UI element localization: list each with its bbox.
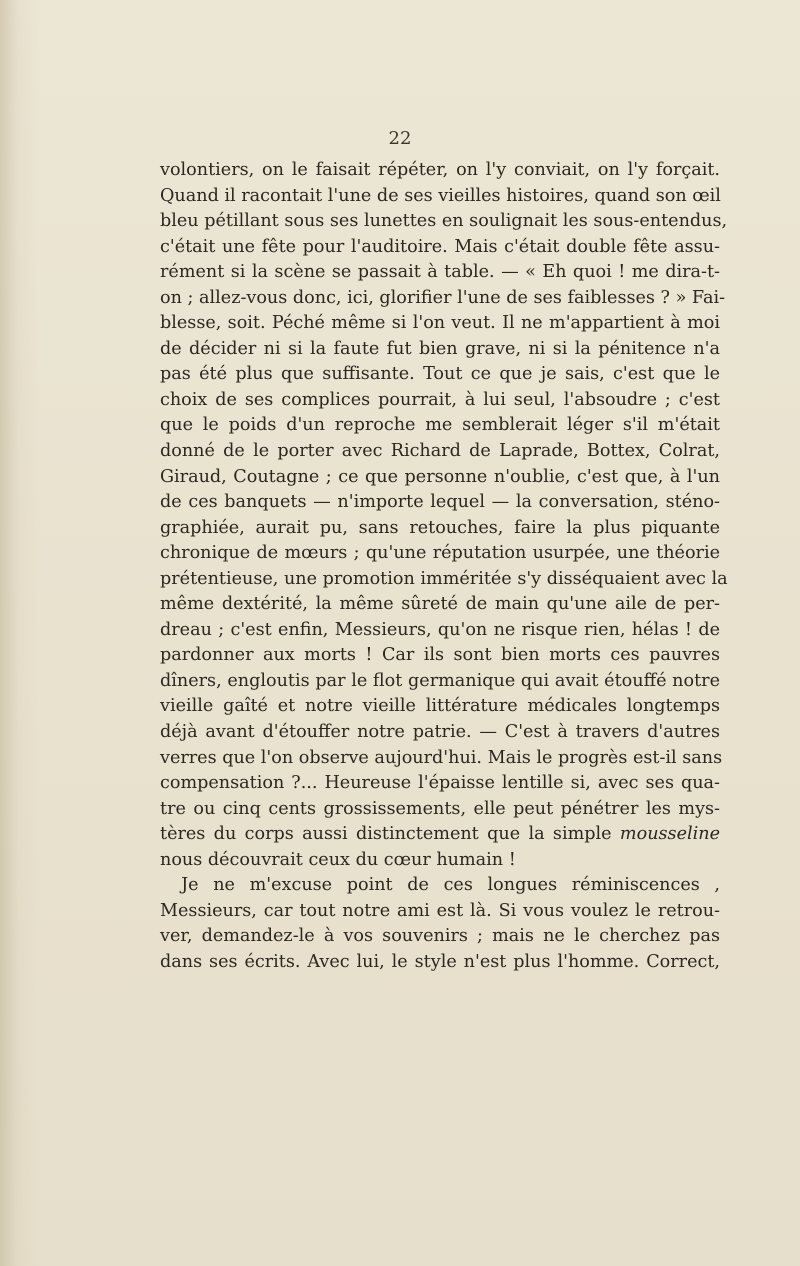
text-line: donné de le porter avec Richard de Laprade, Bottex, Colrat,: [160, 441, 720, 462]
text-line: ver, demandez-le à vos souvenirs ; mais ne le cherchez pas: [160, 926, 720, 947]
text-line: de décider ni si la faute fut bien grave, ni si la pénitence n'a: [160, 338, 720, 359]
text-line: volontiers, on le faisait répéter, on l'y conviait, on l'y forçait.: [160, 160, 720, 180]
italic-word: mousseline: [619, 824, 720, 845]
text-segment: tères du corps aussi distinctement que la simple: [160, 824, 612, 845]
text-line-with-italic: [160, 822, 720, 848]
text-line: nous découvrait ceux du cœur humain !: [160, 849, 516, 870]
text-line: Quand il racontait l'une de ses vieilles histoires, quand son œil: [160, 185, 721, 206]
text-line: Giraud, Coutagne ; ce que personne n'oublie, c'est que, à l'un: [160, 466, 720, 487]
text-line: que le poids d'un reproche me semblerait léger s'il m'était: [160, 415, 720, 436]
text-line: vieille gaîté et notre vieille littérature médicales longtemps: [160, 696, 720, 717]
body-text: [160, 158, 728, 976]
text-line: dîners, engloutis par le flot germanique qui avait étouffé notre: [160, 670, 720, 691]
text-line: verres que l'on observe aujourd'hui. Mais le progrès est-il sans: [160, 747, 723, 768]
text-line: choix de ses complices pourrait, à lui seul, l'absoudre ; c'est: [160, 389, 720, 410]
text-line: dans ses écrits. Avec lui, le style n'est plus l'homme. Correct,: [160, 951, 720, 972]
page-number: 22: [388, 128, 412, 149]
text-line: pardonner aux morts ! Car ils sont bien morts ces pauvres: [160, 645, 720, 666]
text-line: bleu pétillant sous ses lunettes en soulignait les sous-entendus,: [160, 211, 728, 232]
text-line: graphiée, aurait pu, sans retouches, faire la plus piquante: [160, 517, 720, 538]
text-line: compensation ?... Heureuse l'épaisse lentille si, avec ses qua-: [160, 773, 720, 794]
text-line: dreau ; c'est enfin, Messieurs, qu'on ne risque rien, hélas ! de: [160, 619, 720, 640]
text-line: rément si la scène se passait à table. — « Eh quoi ! me dira-t-: [160, 262, 720, 283]
text-line: déjà avant d'étouffer notre patrie. — C'est à travers d'autres: [160, 722, 720, 743]
text-line: même dextérité, la même sûreté de main qu'une aile de per-: [160, 594, 720, 615]
text-line: de ces banquets — n'importe lequel — la conversation, sténo-: [160, 492, 720, 513]
text-line: c'était une fête pour l'auditoire. Mais c'était double fête assu-: [160, 236, 720, 257]
text-line: Je ne m'excuse point de ces longues réminiscences ,: [181, 875, 720, 896]
text-line: chronique de mœurs ; qu'une réputation usurpée, une théorie: [160, 543, 720, 564]
text-line: tre ou cinq cents grossissements, elle peut pénétrer les mys-: [160, 798, 720, 819]
text-line: Messieurs, car tout notre ami est là. Si vous voulez le retrou-: [160, 900, 720, 921]
text-line: pas été plus que suffisante. Tout ce que je sais, c'est que le: [160, 364, 720, 385]
text-line: on ; allez-vous donc, ici, glorifier l'une de ses faiblesses ? » Fai-: [160, 287, 726, 308]
text-line: blesse, soit. Péché même si l'on veut. Il ne m'appartient à moi: [160, 313, 720, 334]
text-line: prétentieuse, une promotion imméritée s'y disséquaient avec la: [160, 568, 728, 589]
